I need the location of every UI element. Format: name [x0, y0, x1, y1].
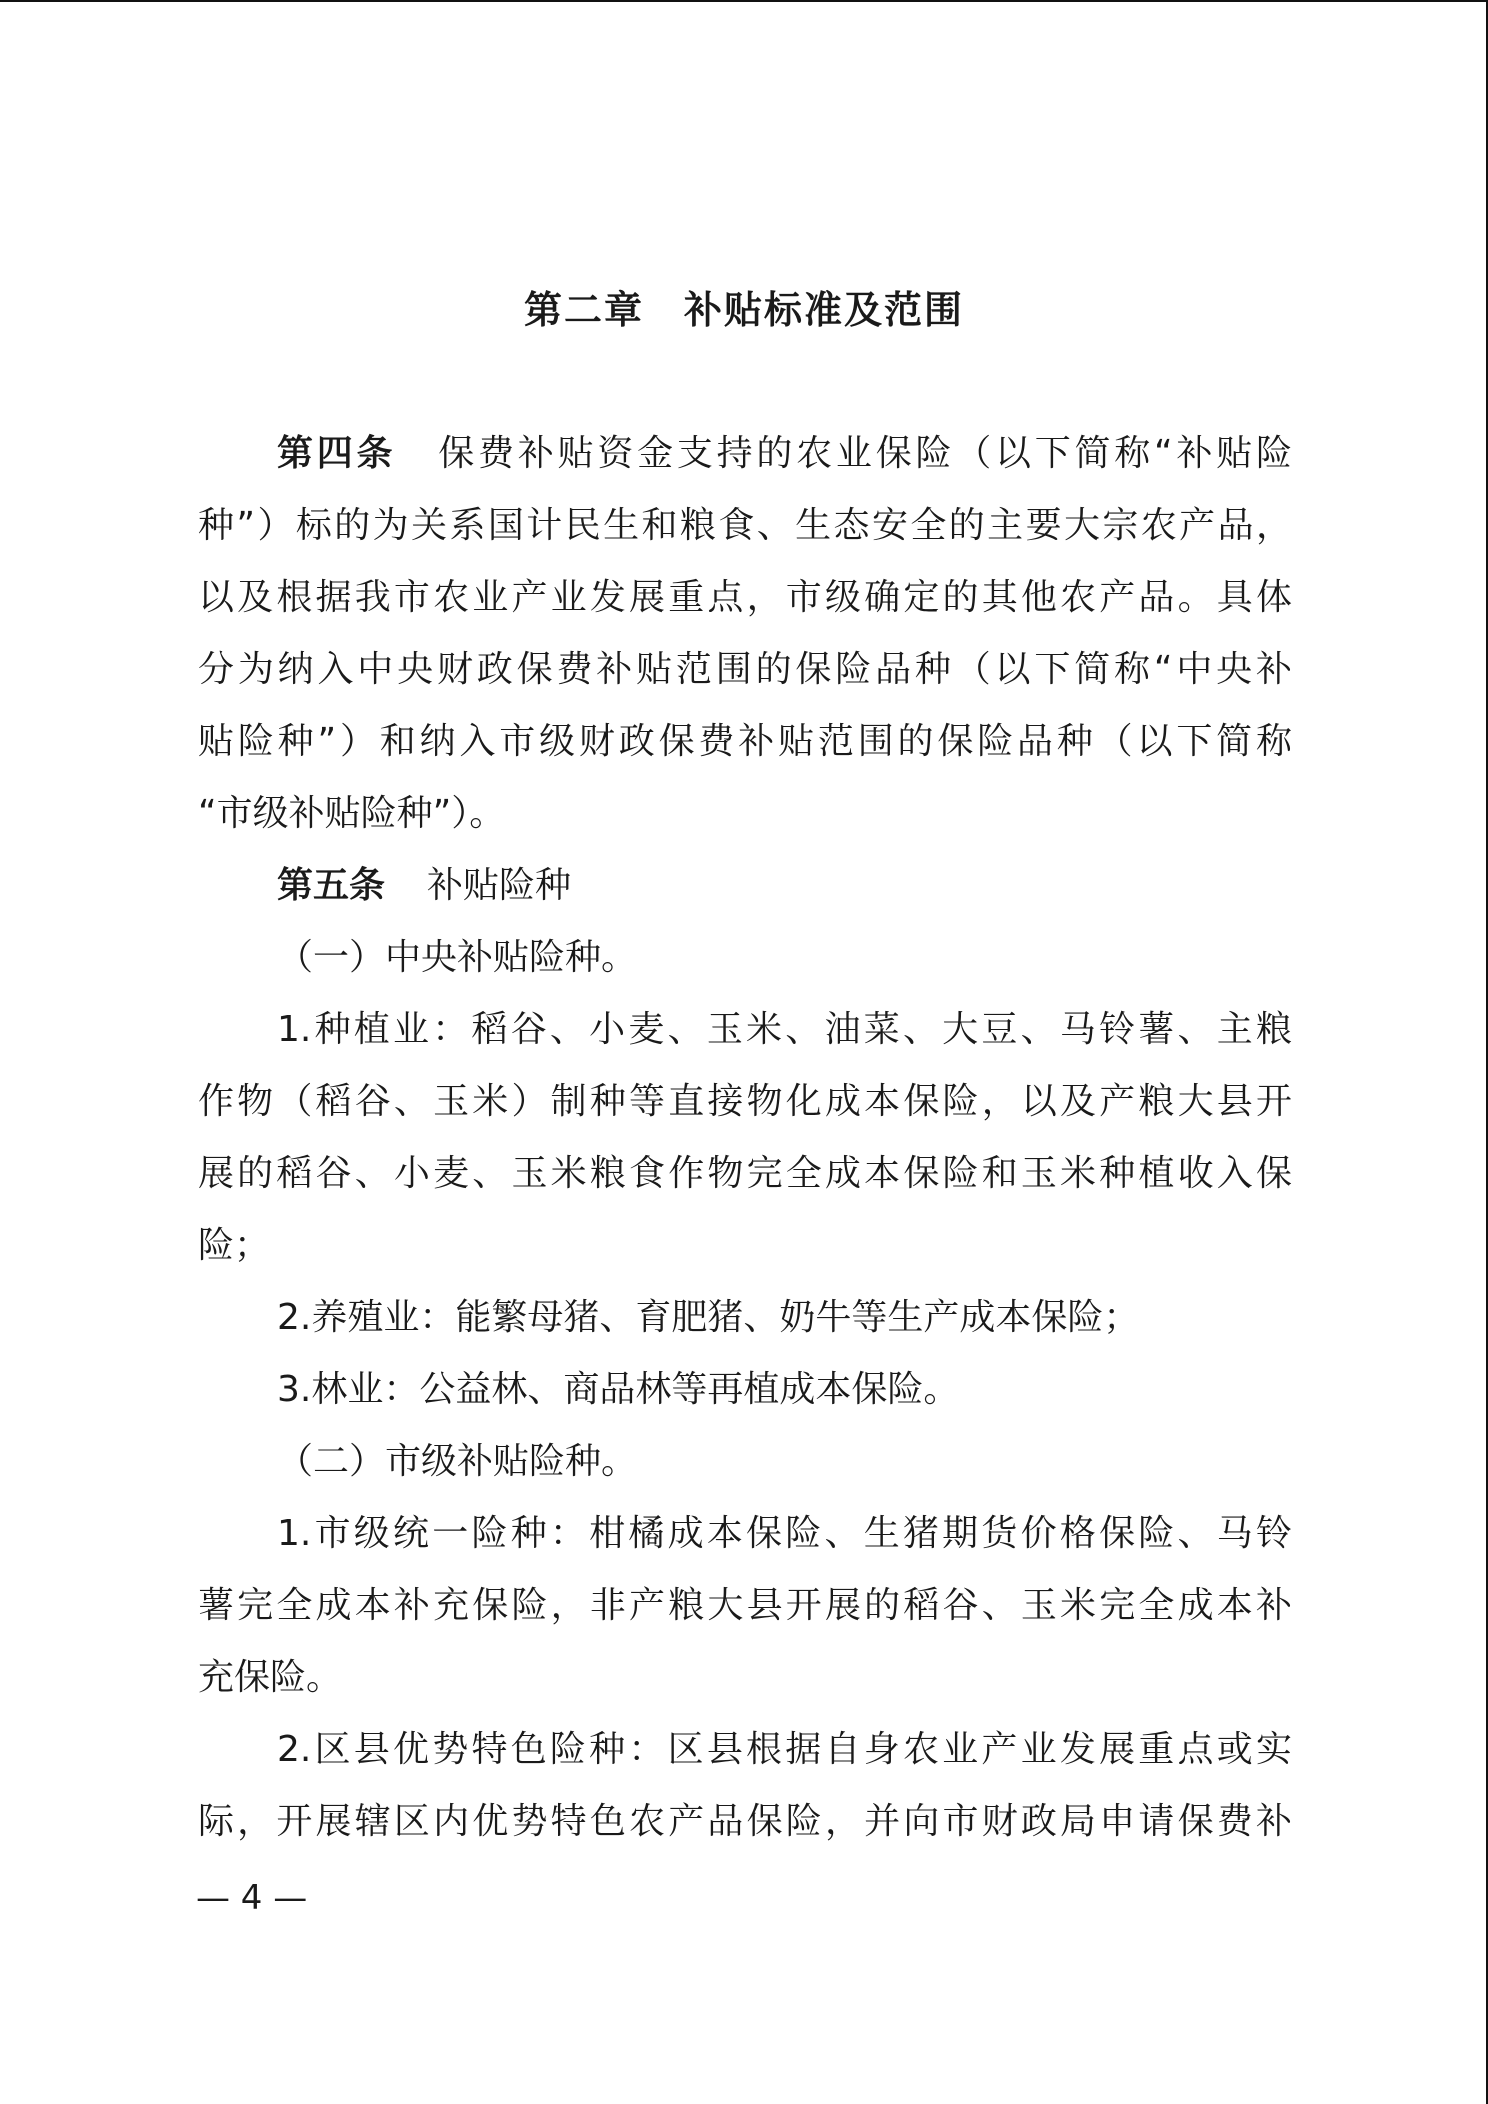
article4-line-2: 种”）标的为关系国计民生和粮食、生态安全的主要大宗农产品，	[198, 505, 1292, 546]
article4-line-5: 贴险种”）和纳入市级财政保费补贴范围的保险品种（以下简称	[198, 721, 1292, 762]
municipal-item2-line-1: 2.区县优势特色险种：区县根据自身农业产业发展重点或实	[277, 1729, 1292, 1770]
central-item1-line-1: 1.种植业：稻谷、小麦、玉米、油菜、大豆、马铃薯、主粮	[277, 1009, 1292, 1050]
article4-line-6: “市级补贴险种”）。	[198, 793, 506, 834]
page-number: — 4 —	[196, 1878, 308, 1918]
central-item1-line-3: 展的稻谷、小麦、玉米粮食作物完全成本保险和玉米种植收入保	[198, 1153, 1292, 1194]
article5-title: 第五条	[277, 865, 386, 906]
article5-heading-text: 补贴险种	[427, 865, 572, 906]
document-body	[198, 418, 1292, 1858]
article4-line-4: 分为纳入中央财政保费补贴范围的保险品种（以下简称“中央补	[198, 649, 1292, 690]
municipal-item1-line-2: 薯完全成本补充保险，非产粮大县开展的稻谷、玉米完全成本补	[198, 1585, 1292, 1626]
central-subsidy-heading: （一）中央补贴险种。	[277, 937, 638, 978]
municipal-item1-line-1: 1.市级统一险种：柑橘成本保险、生猪期货价格保险、马铃	[277, 1513, 1292, 1554]
central-item3: 3.林业：公益林、商品林等再植成本保险。	[277, 1369, 960, 1410]
central-item1-line-2: 作物（稻谷、玉米）制种等直接物化成本保险，以及产粮大县开	[198, 1081, 1292, 1122]
article4-line-1	[198, 418, 1292, 490]
article4-text-1: 保费补贴资金支持的农业保险（以下简称“补贴险	[438, 433, 1292, 474]
central-item1-line-4: 险；	[198, 1225, 271, 1266]
article5-heading	[198, 850, 1292, 922]
chapter-title: 第二章 补贴标准及范围	[523, 288, 964, 332]
article4-title: 第四条	[277, 433, 397, 474]
municipal-subsidy-heading: （二）市级补贴险种。	[277, 1441, 638, 1482]
municipal-item1-line-3: 充保险。	[198, 1657, 343, 1698]
article4-line-3: 以及根据我市农业产业发展重点，市级确定的其他农产品。具体	[198, 577, 1292, 618]
municipal-item2-line-2: 际，开展辖区内优势特色农产品保险，并向市财政局申请保费补	[198, 1801, 1292, 1842]
central-item2: 2.养殖业：能繁母猪、育肥猪、奶牛等生产成本保险；	[277, 1297, 1140, 1338]
page-border-top	[0, 0, 1488, 2]
